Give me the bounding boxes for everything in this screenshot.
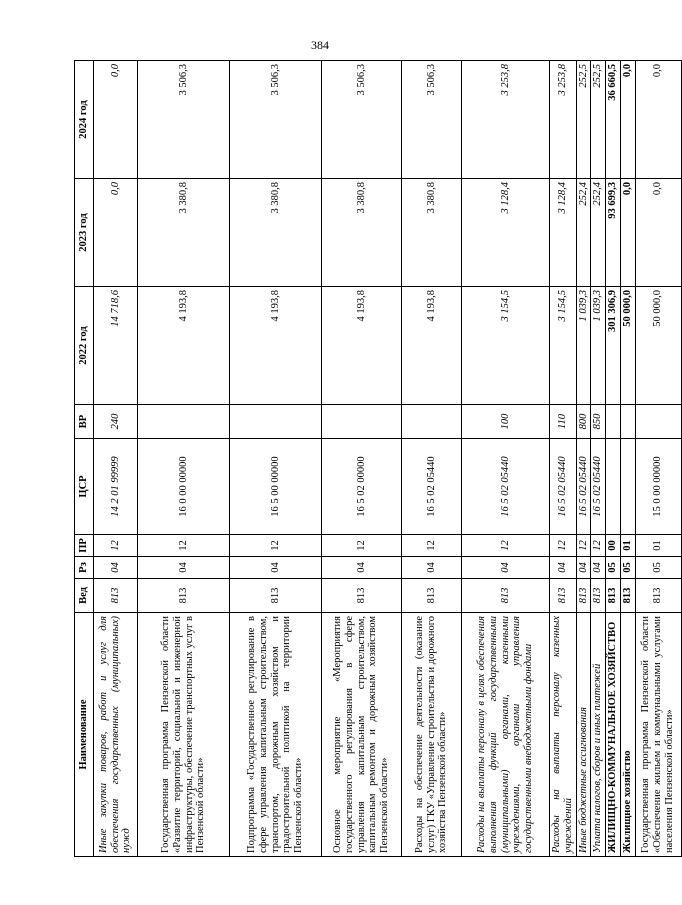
table-row bbox=[620, 61, 635, 857]
table-row bbox=[94, 61, 138, 857]
cell-pr: 12 bbox=[402, 535, 462, 557]
cell-2024: 3 253,8 bbox=[462, 61, 550, 179]
cell-2023: 3 380,8 bbox=[402, 179, 462, 287]
cell-2022: 1 039,3 bbox=[591, 287, 606, 405]
cell-csr: 16 5 00 00000 bbox=[230, 439, 322, 535]
cell-vr: 240 bbox=[94, 405, 138, 439]
cell-name: Иные закупки товаров, работ и услуг для обеспечения государственных (муниципальных) нужд bbox=[94, 613, 138, 857]
cell-name: Жилищное хозяйство bbox=[620, 613, 635, 857]
cell-csr: 16 5 02 05440 bbox=[462, 439, 550, 535]
cell-2023: 252,4 bbox=[591, 179, 606, 287]
cell-rz: 05 bbox=[620, 557, 635, 579]
cell-vr: 850 bbox=[591, 405, 606, 439]
cell-name: Расходы на выплаты персоналу казенных учреждений bbox=[550, 613, 577, 857]
cell-ved: 813 bbox=[402, 579, 462, 613]
header-2024: 2024 год bbox=[75, 61, 94, 179]
page-number: 384 bbox=[311, 38, 329, 52]
cell-name: ЖИЛИЩНО-КОММУНАЛЬНОЕ ХОЗЯЙСТВО bbox=[606, 613, 621, 857]
cell-name: Основное мероприятие «Мероприятия государственного регулирования в сфере управления капитальным строительством, капитальным ремонтом и дорожным хозяйством Пензенской области» bbox=[322, 613, 402, 857]
budget-table bbox=[74, 60, 682, 857]
cell-ved: 813 bbox=[138, 579, 230, 613]
cell-csr: 16 5 02 00000 bbox=[322, 439, 402, 535]
cell-pr: 00 bbox=[606, 535, 621, 557]
cell-ved: 813 bbox=[620, 579, 635, 613]
cell-ved: 813 bbox=[94, 579, 138, 613]
cell-2024: 252,5 bbox=[591, 61, 606, 179]
cell-2024: 3 253,8 bbox=[550, 61, 577, 179]
cell-vr bbox=[606, 405, 621, 439]
cell-2024: 0,0 bbox=[635, 61, 681, 179]
header-rz: Рз bbox=[75, 557, 94, 579]
cell-pr: 12 bbox=[94, 535, 138, 557]
cell-ved: 813 bbox=[591, 579, 606, 613]
cell-vr bbox=[138, 405, 230, 439]
cell-ved: 813 bbox=[550, 579, 577, 613]
cell-name: Уплата налогов, сборов и иных платежей bbox=[591, 613, 606, 857]
cell-pr: 12 bbox=[550, 535, 577, 557]
cell-vr bbox=[322, 405, 402, 439]
cell-2024: 3 506,3 bbox=[402, 61, 462, 179]
cell-2022: 4 193,8 bbox=[322, 287, 402, 405]
cell-rz: 04 bbox=[576, 557, 591, 579]
table-row bbox=[576, 61, 591, 857]
cell-name: Расходы на выплаты персоналу в целях обеспечения выполнения функций государственными (муниципальными) органами, казенными учреждениями, органами управления государственными внебюджетными фондами bbox=[462, 613, 550, 857]
cell-ved: 813 bbox=[606, 579, 621, 613]
cell-rz: 04 bbox=[402, 557, 462, 579]
cell-pr: 12 bbox=[576, 535, 591, 557]
cell-pr: 01 bbox=[635, 535, 681, 557]
table-row bbox=[230, 61, 322, 857]
cell-vr: 800 bbox=[576, 405, 591, 439]
cell-2023: 3 380,8 bbox=[322, 179, 402, 287]
cell-2022: 1 039,3 bbox=[576, 287, 591, 405]
table-row bbox=[606, 61, 621, 857]
cell-2022: 14 718,6 bbox=[94, 287, 138, 405]
cell-name: Расходы на обеспечение деятельности (оказание услуг) ГКУ «Управление строительства и дорожного хозяйства Пензенской области» bbox=[402, 613, 462, 857]
cell-pr: 12 bbox=[591, 535, 606, 557]
cell-2024: 252,5 bbox=[576, 61, 591, 179]
table-container bbox=[74, 61, 675, 857]
cell-2024: 0,0 bbox=[620, 61, 635, 179]
header-ved: Вед bbox=[75, 579, 94, 613]
cell-vr: 100 bbox=[462, 405, 550, 439]
cell-csr: 15 0 00 00000 bbox=[635, 439, 681, 535]
cell-vr: 110 bbox=[550, 405, 577, 439]
cell-2023: 3 128,4 bbox=[550, 179, 577, 287]
header-row bbox=[75, 61, 94, 857]
cell-rz: 04 bbox=[322, 557, 402, 579]
cell-pr: 12 bbox=[230, 535, 322, 557]
cell-vr bbox=[620, 405, 635, 439]
header-2023: 2023 год bbox=[75, 179, 94, 287]
cell-csr: 16 0 00 00000 bbox=[138, 439, 230, 535]
cell-name: Государственная программа Пензенской области «Обеспечение жильем и коммунальными услугами населения Пензенской области» bbox=[635, 613, 681, 857]
cell-2022: 4 193,8 bbox=[402, 287, 462, 405]
cell-rz: 04 bbox=[94, 557, 138, 579]
cell-2022: 3 154,5 bbox=[550, 287, 577, 405]
table-row bbox=[635, 61, 681, 857]
cell-csr bbox=[606, 439, 621, 535]
cell-csr: 16 5 02 05440 bbox=[591, 439, 606, 535]
cell-2023: 3 380,8 bbox=[138, 179, 230, 287]
cell-rz: 04 bbox=[550, 557, 577, 579]
cell-2022: 50 000,0 bbox=[620, 287, 635, 405]
cell-rz: 04 bbox=[591, 557, 606, 579]
cell-ved: 813 bbox=[230, 579, 322, 613]
cell-rz: 05 bbox=[635, 557, 681, 579]
header-pr: ПР bbox=[75, 535, 94, 557]
cell-2024: 3 506,3 bbox=[230, 61, 322, 179]
cell-2023: 3 380,8 bbox=[230, 179, 322, 287]
table-row bbox=[591, 61, 606, 857]
table-row bbox=[322, 61, 402, 857]
cell-rz: 05 bbox=[606, 557, 621, 579]
cell-2024: 0,0 bbox=[94, 61, 138, 179]
cell-csr: 16 5 02 05440 bbox=[576, 439, 591, 535]
cell-name: Подпрограмма «Государственное регулирование в сфере управления капитальным строительством, транспортом, дорожным хозяйством и градостроительной политикой на территории Пензенской области» bbox=[230, 613, 322, 857]
cell-ved: 813 bbox=[635, 579, 681, 613]
cell-ved: 813 bbox=[576, 579, 591, 613]
cell-2022: 301 306,9 bbox=[606, 287, 621, 405]
header-2022: 2022 год bbox=[75, 287, 94, 405]
cell-2022: 50 000,0 bbox=[635, 287, 681, 405]
cell-vr bbox=[230, 405, 322, 439]
cell-pr: 12 bbox=[322, 535, 402, 557]
cell-name: Государственная программа Пензенской области «Развитие территорий, социальной и инженерной инфраструктуры, обеспечение транспортных услуг в Пензенской области» bbox=[138, 613, 230, 857]
cell-rz: 04 bbox=[230, 557, 322, 579]
cell-2023: 3 128,4 bbox=[462, 179, 550, 287]
cell-2024: 36 660,5 bbox=[606, 61, 621, 179]
cell-2023: 252,4 bbox=[576, 179, 591, 287]
table-row bbox=[462, 61, 550, 857]
cell-2023: 0,0 bbox=[620, 179, 635, 287]
cell-2022: 4 193,8 bbox=[138, 287, 230, 405]
cell-2022: 3 154,5 bbox=[462, 287, 550, 405]
cell-2024: 3 506,3 bbox=[138, 61, 230, 179]
header-csr: ЦСР bbox=[75, 439, 94, 535]
cell-csr: 16 5 02 05440 bbox=[402, 439, 462, 535]
header-vr: ВР bbox=[75, 405, 94, 439]
cell-2023: 0,0 bbox=[94, 179, 138, 287]
cell-csr bbox=[620, 439, 635, 535]
cell-vr bbox=[635, 405, 681, 439]
cell-rz: 04 bbox=[138, 557, 230, 579]
cell-ved: 813 bbox=[462, 579, 550, 613]
table-row bbox=[138, 61, 230, 857]
cell-2022: 4 193,8 bbox=[230, 287, 322, 405]
cell-2023: 0,0 bbox=[635, 179, 681, 287]
cell-name: Иные бюджетные ассигнования bbox=[576, 613, 591, 857]
cell-pr: 01 bbox=[620, 535, 635, 557]
cell-rz: 04 bbox=[462, 557, 550, 579]
cell-ved: 813 bbox=[322, 579, 402, 613]
cell-2023: 93 699,3 bbox=[606, 179, 621, 287]
cell-csr: 16 5 02 05440 bbox=[550, 439, 577, 535]
cell-vr bbox=[402, 405, 462, 439]
table-row bbox=[402, 61, 462, 857]
cell-pr: 12 bbox=[462, 535, 550, 557]
cell-2024: 3 506,3 bbox=[322, 61, 402, 179]
cell-pr: 12 bbox=[138, 535, 230, 557]
table-row bbox=[550, 61, 577, 857]
header-name: Наименование bbox=[75, 613, 94, 857]
cell-csr: 14 2 01 99999 bbox=[94, 439, 138, 535]
